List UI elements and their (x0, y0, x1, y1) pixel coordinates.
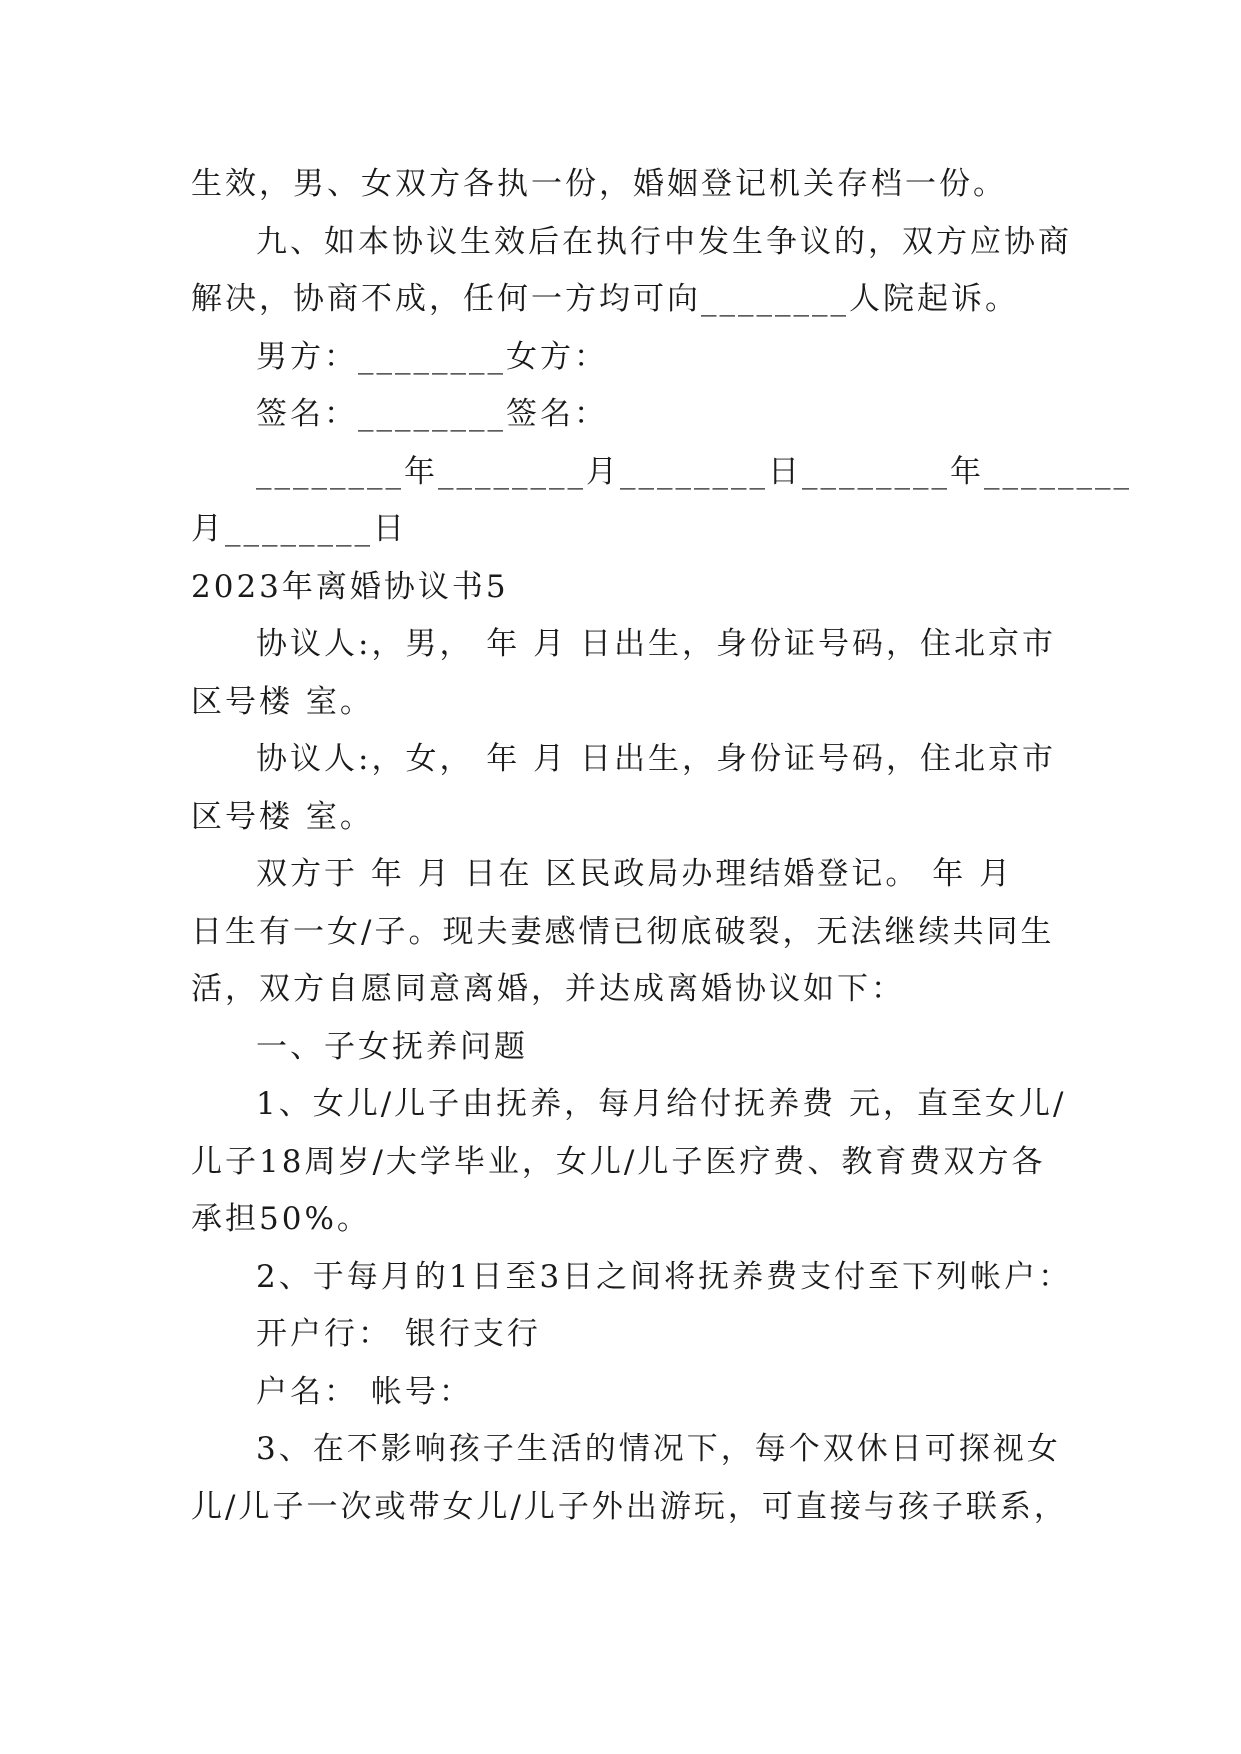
paragraph-line: 双方于 年 月 日在 区民政局办理结婚登记。 年 月 (256, 856, 1014, 892)
paragraph-line: 日生有一女/子。现夫妻感情已彻底破裂，无法继续共同生 (191, 914, 1055, 950)
paragraph-line: 解决，协商不成，任何一方均可向________人院起诉。 (191, 281, 1019, 317)
paragraph-line: 3、在不影响孩子生活的情况下，每个双休日可探视女 (256, 1431, 1061, 1467)
paragraph-line: 生效，男、女双方各执一份，婚姻登记机关存档一份。 (191, 166, 1007, 202)
subsection-heading: 一、子女抚养问题 (256, 1029, 528, 1065)
paragraph-line: 承担50%。 (191, 1201, 371, 1237)
paragraph-line: 区号楼 室。 (191, 684, 374, 720)
paragraph-line: 区号楼 室。 (191, 799, 374, 835)
signature-line-male-female: 男方：________女方： (256, 339, 608, 375)
section-heading: 2023年离婚协议书5 (191, 569, 509, 605)
bank-line: 开户行： 银行支行 (256, 1316, 541, 1352)
paragraph-line: 协议人:，男， 年 月 日出生，身份证号码，住北京市 (256, 626, 1057, 662)
signature-line-sign: 签名：________签名： (256, 396, 608, 432)
date-line: ________年________月________日________年________ (256, 454, 1132, 490)
paragraph-line: 协议人:，女， 年 月 日出生，身份证号码，住北京市 (256, 741, 1057, 777)
paragraph-line: 活，双方自愿同意离婚，并达成离婚协议如下： (191, 971, 905, 1007)
paragraph-line: 1、女儿/儿子由抚养，每月给付抚养费 元，直至女儿/ (256, 1086, 1067, 1122)
account-line: 户名： 帐号： (256, 1374, 473, 1410)
date-line-continued: 月________日 (191, 511, 407, 547)
paragraph-line: 2、于每月的1日至3日之间将抚养费支付至下列帐户： (256, 1259, 1073, 1295)
paragraph-line: 儿子18周岁/大学毕业，女儿/儿子医疗费、教育费双方各 (191, 1144, 1046, 1180)
paragraph-line: 儿/儿子一次或带女儿/儿子外出游玩，可直接与孩子联系， (191, 1489, 1068, 1525)
paragraph-line: 九、如本协议生效后在执行中发生争议的，双方应协商 (256, 224, 1072, 260)
